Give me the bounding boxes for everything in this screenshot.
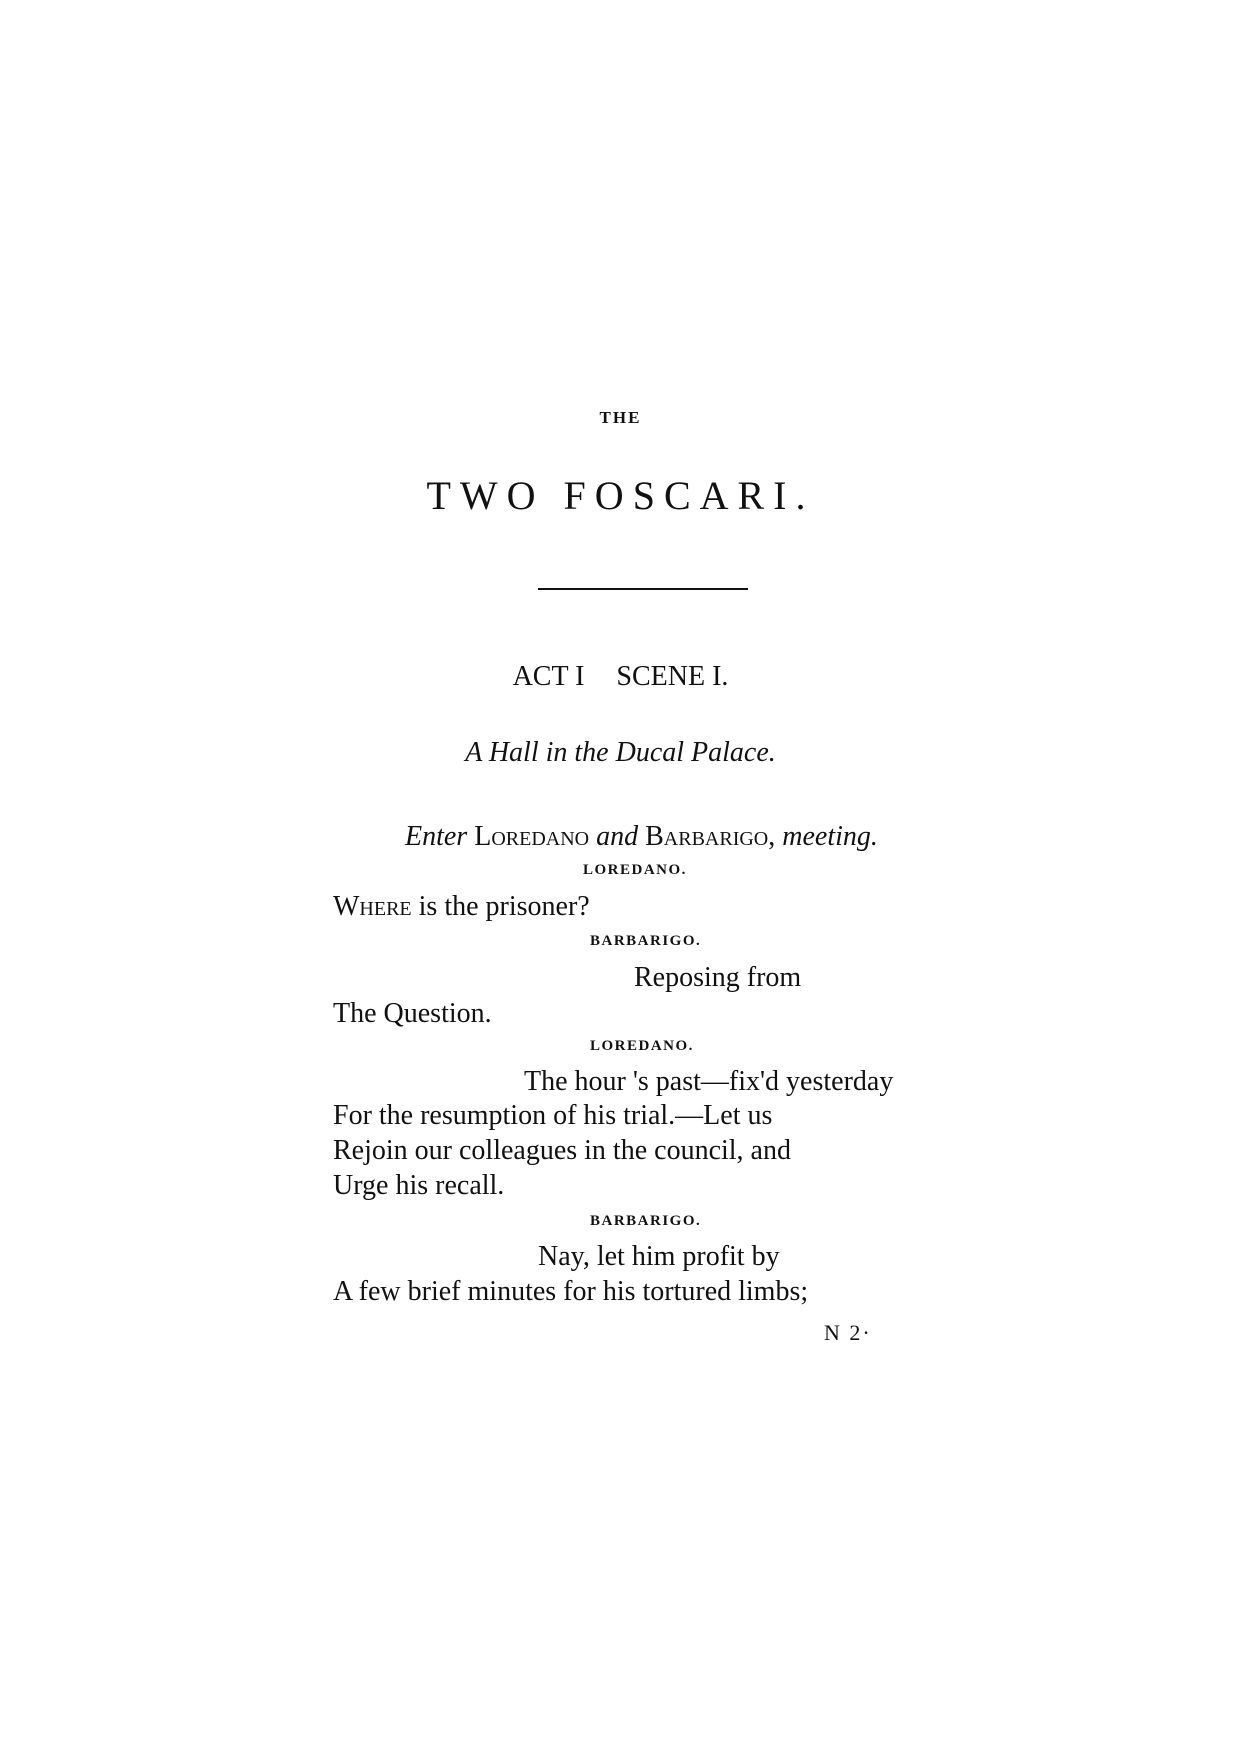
verse-line: For the resumption of his trial.—Let us <box>333 1100 773 1131</box>
speaker-loredano: LOREDANO. <box>590 1038 694 1054</box>
title-rule <box>538 588 748 590</box>
scene-setting: A Hall in the Ducal Palace. <box>465 737 776 768</box>
speaker-barbarigo: BARBARIGO. <box>590 933 702 949</box>
signature-mark: N 2· <box>824 1320 872 1345</box>
verse-line <box>333 893 590 921</box>
play-title: TWO FOSCARI. <box>426 473 815 518</box>
verse-line: Nay, let him profit by <box>538 1241 780 1272</box>
direction-enter: Enter <box>405 821 468 852</box>
pretitle: THE <box>599 408 642 427</box>
verse-line: A few brief minutes for his tortured limbs; <box>333 1276 809 1307</box>
direction-character-2: Barbarigo, <box>645 821 776 852</box>
direction-meeting: meeting. <box>782 821 878 852</box>
verse-first-word: Where <box>333 891 412 922</box>
speaker-barbarigo: BARBARIGO. <box>590 1213 702 1229</box>
act-label: ACT I <box>512 661 585 692</box>
speaker-loredano: LOREDANO. <box>583 862 687 878</box>
verse-line: Reposing from <box>634 962 802 993</box>
verse-line: Urge his recall. <box>333 1170 505 1201</box>
direction-character-1: Loredano <box>474 821 590 852</box>
verse-line: Rejoin our colleagues in the council, and <box>333 1135 791 1166</box>
verse-line: The hour 's past—fix'd yesterday <box>524 1066 894 1097</box>
verse-line-rest: is the prisoner? <box>411 891 590 922</box>
stage-direction <box>405 823 878 851</box>
scene-label: SCENE I. <box>616 661 729 692</box>
act-scene-heading <box>0 663 1241 691</box>
direction-and: and <box>596 821 639 852</box>
verse-line: The Question. <box>333 998 492 1029</box>
